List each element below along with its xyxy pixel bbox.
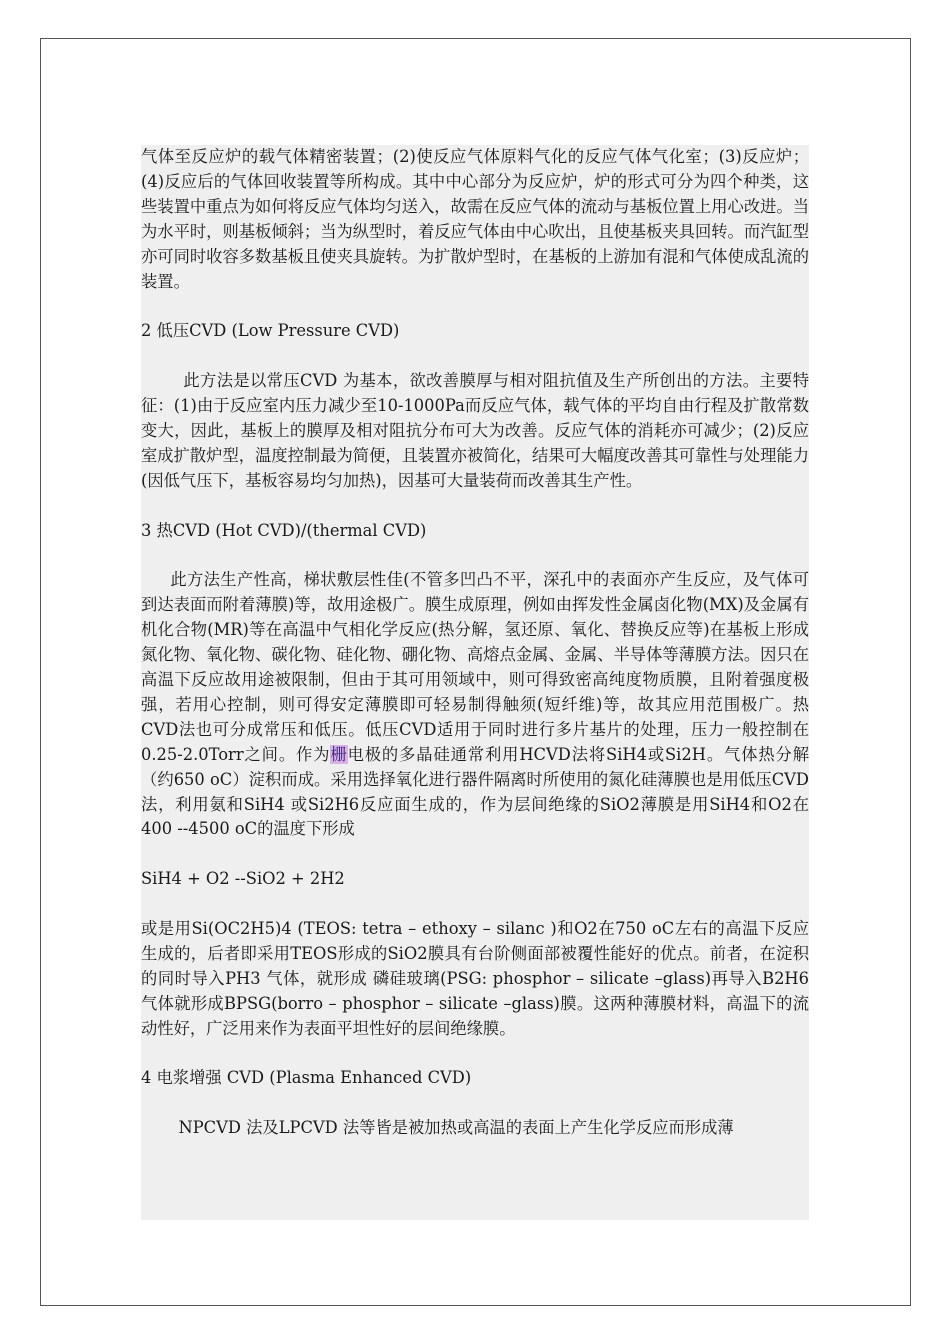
spacer xyxy=(141,294,809,319)
paragraph-plasma-cvd: NPCVD 法及LPCVD 法等皆是被加热或高温的表面上产生化学反应而形成薄 xyxy=(178,1118,734,1138)
heading-low-pressure-cvd: 2 低压CVD (Low Pressure CVD) xyxy=(141,321,400,341)
spacer xyxy=(141,1091,809,1116)
paragraph-teos: 或是用Si(OC2H5)4 (TEOS: tetra – ethoxy – silanc )和O2在750 oC左右的高温下反应生成的，后者即采用TEOS形成的SiO2膜具有台阶侧面部被覆性能好的优点。前者，在淀积的同时导入PH3 气体，就形成 磷硅玻璃(PSG: phosphor – silicate –glass)再导入B2H6气体就形成BPSG(borro – phosphor – silicate –glass)膜。这两种薄膜材料，高温下的流动性好，广泛用来作为表面平坦性好的层间绝缘膜。 xyxy=(141,919,809,1038)
spacer xyxy=(141,892,809,917)
spacer xyxy=(141,842,809,867)
paragraph-text: 此方法生产性高，梯状敷层性佳(不管多凹凸不平，深孔中的表面亦产生反应，及气体可到达表面而附着薄膜)等，故用途极广。膜生成原理，例如由挥发性金属卤化物(MX)及金属有机化合物(MR)等在高温中气相化学反应(热分解，氢还原、氧化、替换反应等)在基板上形成氮化物、氧化物、碳化物、硅化物、硼化物、高熔点金属、金属、半导体等薄膜方法。因只在高温下反应故用途被限制，但由于其可用领域中，则可得致密高纯度物质膜，且附着强度极强，若用心控制，则可得安定薄膜即可轻易制得触须(短纤维)等，故其应用范围极广。热CVD法也可分成常压和低压。低压CVD适用于同时进行多片基片的处理，压力一般控制在0.25-2.0Torr之间。作为 xyxy=(141,570,809,764)
document-body xyxy=(141,145,809,1220)
highlighted-text: 栅 xyxy=(330,744,348,764)
heading-plasma-enhanced-cvd: 4 电浆增强 CVD (Plasma Enhanced CVD) xyxy=(141,1068,472,1088)
paragraph-thermal-cvd xyxy=(141,568,809,842)
spacer xyxy=(141,494,809,519)
heading-thermal-cvd: 3 热CVD (Hot CVD)/(thermal CVD) xyxy=(141,520,427,540)
paragraph-low-pressure-cvd: 此方法是以常压CVD 为基本，欲改善膜厚与相对阻抗值及生产所创出的方法。主要特征：(1)由于反应室内压力减少至10-1000Pa而反应气体，载气体的平均自由行程及扩散常数变大，因此，基板上的膜厚及相对阻抗分布可大为改善。反应气体的消耗亦可减少；(2)反应室成扩散炉型，温度控制最为简便，且装置亦被简化，结果可大幅度改善其可靠性与处理能力(因低气压下，基板容易均匀加热)，因基可大量装荷而改善其生产性。 xyxy=(141,371,809,490)
spacer xyxy=(141,1042,809,1067)
chemical-formula: SiH4 + O2 --SiO2 + 2H2 xyxy=(141,869,345,889)
spacer xyxy=(141,344,809,369)
paragraph-cvd-apparatus: 气体至反应炉的载气体精密装置；(2)使反应气体原料气化的反应气体气化室；(3)反应炉；(4)反应后的气体回收装置等所构成。其中中心部分为反应炉，炉的形式可分为四个种类，这些装置中重点为如何将反应气体均匀送入，故需在反应气体的流动与基板位置上用心改进。当为水平时，则基板倾斜；当为纵型时，着反应气体由中心吹出，且使基板夹具回转。而汽缸型亦可同时收容多数基板且使夹具旋转。为扩散炉型时，在基板的上游加有混和气体使成乱流的装置。 xyxy=(141,147,809,291)
spacer xyxy=(141,543,809,568)
paragraph-text: 电极的多晶硅通常利用HCVD法将SiH4或Si2H。气体热分解（约650 oC）淀积而成。采用选择氧化进行器件隔离时所使用的氮化硅薄膜也是用低压CVD法，利用氨和SiH4 或Si2H6反应面生成的，作为层间绝缘的SiO2薄膜是用SiH4和O2在400 --4500 oC的温度下形成 xyxy=(141,744,809,839)
